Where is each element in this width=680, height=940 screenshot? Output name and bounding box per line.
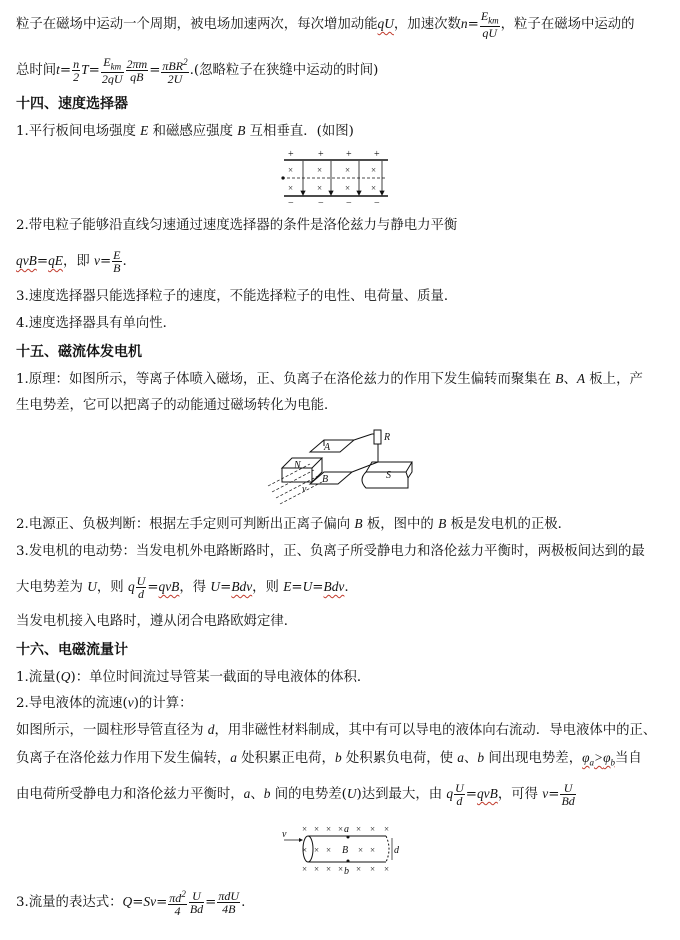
svg-text:×: × <box>371 183 377 193</box>
section-15-title: 十五、磁流体发电机 <box>16 344 142 360</box>
svg-text:−: − <box>346 198 352 208</box>
svg-text:+: + <box>374 149 380 160</box>
flowmeter-figure <box>280 820 406 878</box>
s16-item-2: 2.导电液体的流速(v)的计算： <box>16 695 193 711</box>
svg-text:×: × <box>384 864 390 874</box>
svg-text:×: × <box>371 165 377 175</box>
svg-text:×: × <box>302 864 308 874</box>
s16-item-1: 1.流量(Q)：单位时间流过导管某一截面的导电液体的体积． <box>16 669 371 685</box>
svg-text:×: × <box>356 824 362 834</box>
svg-text:v: v <box>302 484 307 495</box>
svg-text:×: × <box>314 824 320 834</box>
svg-text:a: a <box>344 824 349 835</box>
s15-item-3-line-2: 大电势差为 U，则 q $\frac{U}{d}$ =qvB，得 U=Bdv，则 E=U=Bdv. <box>16 574 349 601</box>
var-t: t <box>56 62 60 78</box>
s14-equation: qvB=qE，即 v= $\frac{E}{B}$ . <box>16 248 127 275</box>
svg-text:×: × <box>338 824 344 834</box>
svg-text:N: N <box>294 460 301 471</box>
fraction-ekm-qu: $\frac{E_{km}}{qU}$ <box>480 10 499 40</box>
svg-text:B: B <box>342 845 349 856</box>
section-16-title: 十六、电磁流量计 <box>16 642 128 658</box>
s16-para-line-3: 由电荷所受静电力和洛伦兹力平衡时，a、b 间的电势差(U)达到最大，由 q $\frac{U}{d}$ =qvB，可得 v= $\frac{U}{Bd}$ <box>16 781 575 808</box>
svg-text:A: A <box>324 442 331 453</box>
svg-text:S: S <box>386 470 391 481</box>
svg-text:×: × <box>314 864 320 874</box>
s15-item-1-line-2: 生电势差，它可以把离子的动能通过磁场转化为电能． <box>16 398 338 413</box>
s14-item-1: 1.平行板间电场强度 E 和磁感应强度 B 互相垂直．(如图) <box>16 123 354 139</box>
svg-text:×: × <box>317 183 323 193</box>
svg-text:×: × <box>326 824 332 834</box>
svg-text:×: × <box>338 864 344 874</box>
fraction-pibr2-2u: $\frac{\pi BR^2}{2U}$ <box>162 57 188 86</box>
section-14-title: 十四、速度选择器 <box>16 96 128 112</box>
svg-text:+: + <box>346 149 352 160</box>
svg-text:×: × <box>345 183 351 193</box>
cyclotron-count-line <box>16 10 668 39</box>
fraction-2pim-qb: $\frac{2\pi m}{qB}$ <box>126 57 148 85</box>
velocity-selector-figure <box>278 146 398 208</box>
fraction-u-d: $\frac{U}{d}$ <box>136 574 146 601</box>
svg-text:×: × <box>356 864 362 874</box>
svg-text:×: × <box>288 165 294 175</box>
svg-text:−: − <box>318 198 324 208</box>
svg-text:×: × <box>302 845 308 855</box>
svg-text:+: + <box>288 149 294 160</box>
fraction-u-bd: $\frac{U}{Bd}$ <box>189 889 204 916</box>
s15-item-4: 当发电机接入电路时，遵从闭合电路欧姆定律． <box>16 614 298 629</box>
s16-para-line-1: 如图所示，一圆柱形导管直径为 d，用非磁性材料制成，其中有可以导电的液体向右流动．导电液体中的正、 <box>16 722 657 738</box>
note: .(忽略粒子在狭缝中运动的时间) <box>189 63 379 79</box>
var-qU: qU <box>377 16 394 32</box>
svg-text:×: × <box>370 845 376 855</box>
text: 粒子在磁场中运动一个周期，被电场加速两次，每次增加动能 <box>16 17 378 33</box>
s16-item-3: 3.流量的表达式：Q=Sv= $\frac{\pi d^2}{4}$ $\frac{U}{Bd}$ = $\frac{\text{πdU}}{4B}$ . <box>16 889 246 918</box>
svg-text:d: d <box>394 845 399 856</box>
text: 总时间 <box>16 63 57 79</box>
s15-item-2: 2.电源正、负极判断：根据左手定则可判断出正离子偏向 B 板，图中的 B 板是发电机的正极． <box>16 516 572 532</box>
fraction-pidu-4b: $\frac{\text{πdU}}{4B}$ <box>218 889 240 916</box>
fraction-ekm-2qu: $\frac{E_{km}}{2qU}$ <box>101 56 123 86</box>
fraction-u-d: $\frac{U}{d}$ <box>455 781 464 808</box>
s14-item-3: 3.速度选择器只能选择粒子的速度，不能选择粒子的电性、电荷量、质量． <box>16 289 458 304</box>
svg-text:−: − <box>288 198 294 208</box>
s15-item-1-line-1: 1.原理：如图所示，等离子体喷入磁场，正、负离子在洛伦兹力的作用下发生偏转而聚集在 B、A 板上，产 <box>16 371 643 387</box>
svg-text:v: v <box>282 829 287 840</box>
equals: = <box>467 17 479 33</box>
text: ，粒子在磁场中运动的 <box>500 17 635 33</box>
fraction-u-bd: $\frac{U}{Bd}$ <box>561 781 575 808</box>
svg-text:×: × <box>358 845 364 855</box>
svg-text:×: × <box>345 165 351 175</box>
fraction-n-2: $\frac{n}{2}$ <box>73 57 80 85</box>
s14-item-4: 4.速度选择器具有单向性． <box>16 316 177 331</box>
svg-text:×: × <box>288 183 294 193</box>
text: ，加速次数 <box>393 17 461 33</box>
s16-para-line-2: 负离子在洛伦兹力作用下发生偏转，a 处积累正电荷，b 处积累负电荷，使 a、b 间出现电势差，$\varphi_a>\varphi_b$当自 <box>16 750 642 768</box>
svg-text:×: × <box>326 864 332 874</box>
svg-text:+: + <box>318 149 324 160</box>
s14-item-2: 2.带电粒子能够沿直线匀速通过速度选择器的条件是洛伦兹力与静电力平衡 <box>16 218 458 233</box>
svg-text:×: × <box>317 165 323 175</box>
fraction-e-b: $\frac{E}{B}$ <box>113 248 121 275</box>
s15-item-3-line-1: 3.发电机的电动势：当发电机外电路断路时，正、负离子所受静电力和洛伦兹力平衡时，两极板间达到的最 <box>16 544 645 559</box>
svg-text:×: × <box>314 845 320 855</box>
var-n: n <box>460 16 468 32</box>
svg-text:×: × <box>370 824 376 834</box>
mhd-generator-figure <box>262 422 422 514</box>
svg-text:b: b <box>344 866 349 877</box>
svg-text:−: − <box>374 198 380 208</box>
svg-text:×: × <box>302 824 308 834</box>
svg-text:×: × <box>326 845 332 855</box>
svg-text:×: × <box>384 824 390 834</box>
total-time-line: 总时间t= $\frac{n}{2}$ T= $\frac{E_{km}}{2qU}$ $\frac{2\pi m}{qB}$ = $\frac{\pi BR^2}{2U}$ .(忽略粒子在狭缝中运动的时间) <box>16 56 379 86</box>
var-T: T <box>81 62 89 78</box>
svg-text:×: × <box>370 864 376 874</box>
svg-text:R: R <box>384 432 391 443</box>
fraction-pid2-4: $\frac{\pi d^2}{4}$ <box>169 889 186 918</box>
svg-text:B: B <box>322 474 329 485</box>
